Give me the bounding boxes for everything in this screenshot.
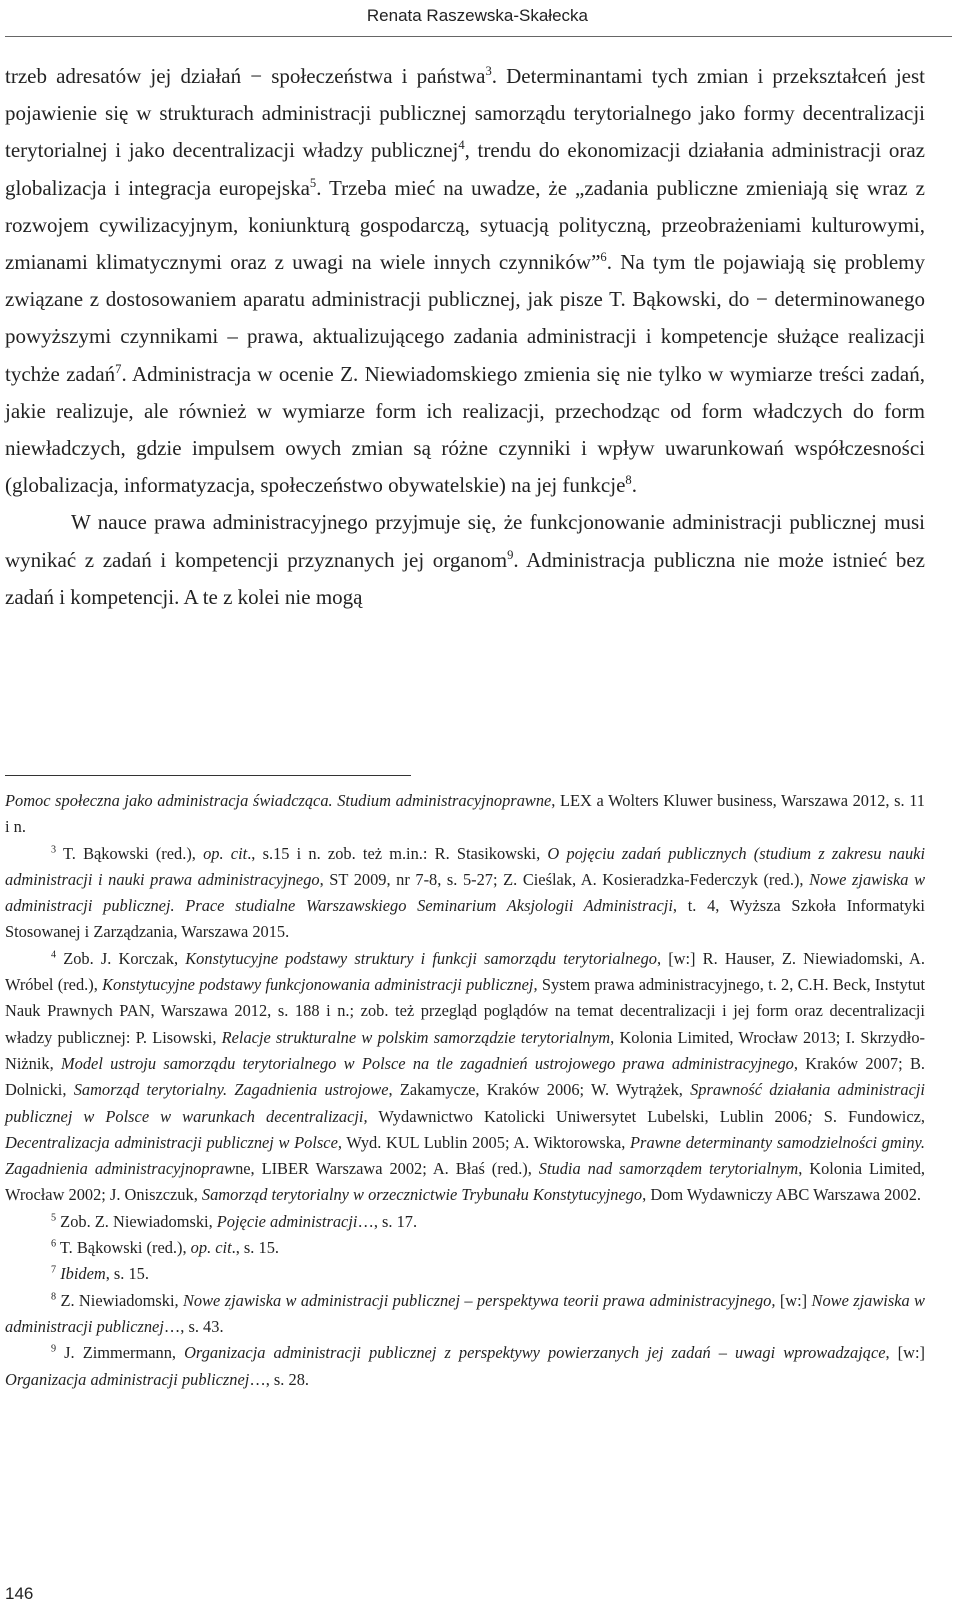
italic-text: Decentralizacja administracji publicznej w Polsce [5, 1132, 338, 1152]
text-run: , Dom Wydawniczy ABC Warszawa 2002. [642, 1185, 921, 1205]
body-paragraph [5, 58, 925, 504]
text-run: [w:] [775, 1290, 812, 1310]
text-run: …, s. 43. [163, 1316, 224, 1336]
footnote [5, 946, 925, 1209]
text-run: Z. Niewiadomski, [56, 1290, 183, 1310]
italic-text: Sprawność działania administracji publicznej w Polsce w warunkach decentralizacji, [5, 1080, 925, 1126]
text-run: , Wyd. KUL Lublin 2005; A. Wiktorowska, [337, 1132, 631, 1152]
text-run: , [w:] R. Hauser, Z. Niewiadomski, A. Wróbel (red.), [5, 948, 925, 995]
footnote-ref: 5 [309, 175, 317, 190]
footnote [5, 1235, 925, 1261]
italic-text: Relacje strukturalne w polskim samorządzie terytorialnym [221, 1027, 611, 1047]
running-header [0, 0, 960, 38]
italic-text: Prawne determinanty samodzielności gminy. Zagadnienia administracyjnopraw [5, 1132, 925, 1179]
text-run: System prawa administracyjnego, t. 2, C.H. Beck, Instytut Nauk Prawnych PAN, Warszawa 2012, s. 188 i n.; zob. też przegląd poglądów na temat decentralizacji i jej form oraz decentralizacji władzy publicznej: P. Lisowski, [5, 975, 926, 1047]
footnote-separator [5, 775, 411, 776]
text-run: . Administracja w ocenie Z. Niewiadomskiego zmienia się nie tylko w wymiarze treści zadań, jakie realizuje, ale również w wymiarze form ich realizacji, przechodząc od form władczych do form niewładczych, gdzie impulsem owych zmian są różne czynniki i wpływ uwarunkowań współczesności (globalizacja, informatyzacja, społeczeństwo obywatelskie) na jej funkcje [5, 361, 925, 498]
footnote [5, 1340, 925, 1393]
footnote [5, 788, 925, 841]
text-run: , ST 2009, nr 7-8, s. 5-27; Z. Cieślak, A. Kosieradzka-Federczyk (red.), [319, 869, 810, 889]
italic-text: Nowe zjawiska w administracji publicznej [5, 1290, 925, 1336]
italic-text: Model ustroju samorządu terytorialnego w Polsce na tle zagadnień ustrojowego prawa administracyjnego [61, 1053, 794, 1073]
text-run: W nauce prawa administracyjnego przyjmuje się, że funkcjonowanie administracji publicznej musi wynikać z zadań i kompetencji przyznanych jej organom [5, 510, 925, 572]
text-run: ne, LIBER Warszawa 2002; A. Błaś (red.), [235, 1159, 539, 1179]
italic-text: Organizacja administracji publicznej z perspektywy powierzanych jej zadań – uwagi wprowadzające [184, 1343, 886, 1363]
footnote-ref: 4 [458, 138, 465, 153]
text-run: Zob. Z. Niewiadomski, [56, 1211, 217, 1231]
text-run: . [631, 473, 637, 498]
italic-text: Organizacja administracji publicznej [5, 1369, 250, 1389]
text-run: , LEX a Wolters Kluwer business, Warszawa 2012, s. 11 i n. [5, 791, 926, 837]
italic-text: Ibidem [60, 1264, 106, 1284]
footnote-ref: 4 [51, 949, 57, 961]
text-run: . Determinantami tych zmian i przekształceń jest pojawienie się w strukturach administracji publicznej samorządu terytorialnego jako formy decentralizacji terytorialnej i jako decentralizacji władzy publicznej [5, 64, 925, 163]
footnote-ref: 3 [485, 64, 492, 78]
footnote-ref: 5 [51, 1212, 57, 1224]
italic-text: op. cit [203, 843, 248, 863]
text-run: …, s. 28. [249, 1369, 309, 1389]
text-run: trzeb adresatów jej działań − społeczeństwa i państwa [5, 64, 486, 88]
italic-text: Nowe zjawiska w administracji publicznej – perspektywa teorii prawa administracyjnego, [183, 1290, 776, 1310]
header-rule [5, 36, 952, 37]
footnote-ref: 8 [625, 473, 632, 488]
italic-text: op. cit [190, 1238, 232, 1258]
footnote-ref: 6 [51, 1238, 57, 1250]
text-run: ., s. 15. [231, 1238, 279, 1258]
italic-text: Pojęcie administracji [216, 1211, 358, 1231]
footnote-ref: 7 [115, 361, 122, 376]
footnote-ref: 8 [51, 1291, 57, 1303]
italic-text: ; [807, 1106, 813, 1126]
text-run: , Kolonia Limited, Wrocław 2013; I. Skrzydło-Niżnik, [5, 1027, 925, 1073]
footnote-ref: 6 [600, 250, 607, 265]
text-run: ., s.15 i n. zob. też m.in.: R. Stasikowski, [247, 843, 548, 863]
footnote-ref: 9 [507, 547, 514, 562]
italic-text: Nowe zjawiska w administracji publicznej. Prace studialne Warszawskiego Seminarium Aksjologii Administracji [5, 869, 925, 916]
running-header-author: Renata Raszewska-Skałecka [366, 6, 588, 25]
footnotes [5, 788, 925, 1393]
text-run: S. Fundowicz, [812, 1106, 925, 1126]
text-run: , trendu do ekonomizacji działania administracji oraz globalizacja i integracja europejska [5, 138, 925, 200]
footnote [5, 1261, 925, 1287]
footnote-ref: 7 [51, 1264, 57, 1276]
italic-text: Konstytucyjne podstawy struktury i funkcji samorządu terytorialnego [185, 948, 657, 968]
text-run: , s. 15. [105, 1264, 149, 1284]
italic-text: Samorząd terytorialny w orzecznictwie Trybunału Konstytucyjnego [201, 1185, 643, 1205]
italic-text: Samorząd terytorialny. Zagadnienia ustrojowe [73, 1080, 389, 1100]
text-run: Zob. J. Korczak, [56, 948, 186, 968]
text-run: T. Bąkowski (red.), [56, 843, 204, 863]
text-run: …, s. 17. [357, 1211, 418, 1231]
text-run: T. Bąkowski (red.), [56, 1238, 191, 1258]
footnote [5, 841, 925, 946]
text-run: . Administracja publiczna nie może istnieć bez zadań i kompetencji. A te z kolei nie mogą [5, 547, 925, 609]
footnote-ref: 3 [51, 844, 57, 856]
footnote-ref: 9 [51, 1343, 57, 1355]
footnote [5, 1288, 925, 1341]
italic-text: Studia nad samorządem terytorialnym [538, 1159, 799, 1179]
italic-text: Konstytucyjne podstawy funkcjonowania administracji publicznej, [102, 975, 538, 995]
text-run: J. Zimmermann, [56, 1343, 185, 1363]
text-run: Wydawnictwo Katolicki Uniwersytet Lubelski, Lublin 2006 [367, 1106, 808, 1126]
page-number: 146 [5, 1584, 34, 1603]
text-run: , Kolonia Limited, Wrocław 2002; J. Oniszczuk, [5, 1159, 926, 1205]
body-paragraph [5, 504, 925, 616]
text-run: . Trzeba mieć na uwadze, że „zadania publiczne zmieniają się wraz z rozwojem cywilizacyjnym, koniunkturą gospodarczą, sytuacją polityczną, przeobrażeniami kulturowymi, zmianami klimatycznymi oraz z uwagi na wiele innych czynników” [5, 175, 925, 275]
text-run: , [w:] [885, 1343, 925, 1363]
italic-text: O pojęciu zadań publicznych (studium z zakresu nauki administracji i nauki prawa administracyjnego [5, 843, 926, 889]
footnote [5, 1209, 925, 1235]
main-text [5, 58, 925, 616]
text-run: , Zakamycze, Kraków 2006; W. Wytrążek, [388, 1080, 691, 1100]
text-run: , t. 4, Wyższa Szkoła Informatyki Stosowanej i Zarządzania, Warszawa 2015. [5, 896, 925, 942]
text-run: , Kraków 2007; B. Dolnicki, [5, 1053, 925, 1100]
text-run: . Na tym tle pojawiają się problemy związane z dostosowaniem aparatu administracji publicznej, jak pisze T. Bąkowski, do − determinowanego powyższymi czynnikami – prawa, aktualizującego zadania administracji i kompetencje służące realizacji tychże zadań [5, 250, 925, 386]
italic-text: Pomoc społeczna jako administracja świadcząca. Studium administracyjnoprawne [5, 791, 552, 810]
